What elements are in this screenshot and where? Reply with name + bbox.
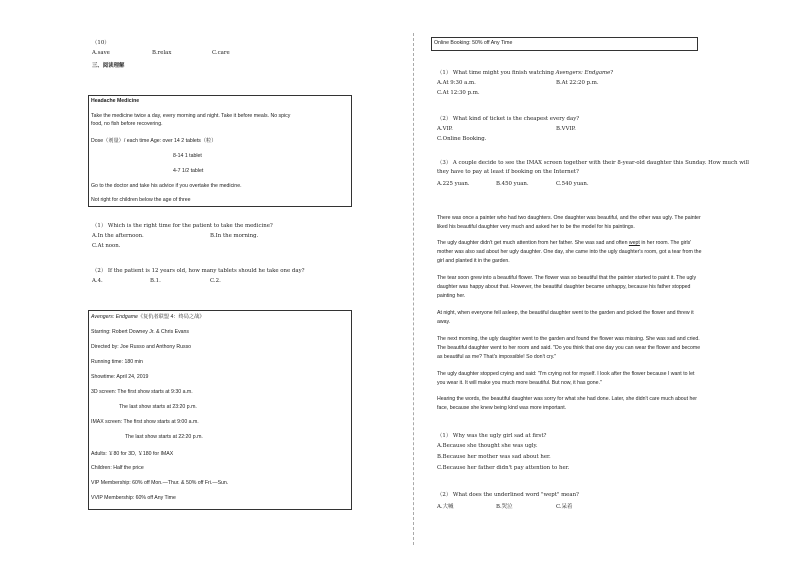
story-p5-line1: The next morning, the ugly daughter went to the garden and found the flower was missing. She was sad and cried. bbox=[437, 336, 700, 342]
story-p2-post: in her room. The girls' bbox=[639, 240, 692, 246]
q10-option-a: A.save bbox=[92, 50, 110, 56]
headache-instructions-line2: food, no fish before recovering. bbox=[91, 121, 163, 127]
headache-instructions-line1: Take the medicine twice a day, every morning and night. Take it before meals. No spicy bbox=[91, 113, 291, 119]
story-p2-pre: The ugly daughter didn't get much attention from her father. She was sad and often bbox=[437, 240, 629, 246]
dose-age-8-14: 8-14 1 tablet bbox=[173, 153, 202, 159]
q2-option-a: A.4. bbox=[92, 278, 103, 284]
vip-membership: VIP Membership: 60% off Mon.—Thur. & 50% off Fri.—Sun. bbox=[91, 480, 229, 486]
right-question-3-line1: （3） A couple decide to see the IMAX screen together with their 8-year-old daughter this Sunday. How much will bbox=[437, 160, 750, 166]
right-q2-option-b: B.VVIP. bbox=[556, 126, 576, 132]
3d-first-show: 3D screen: The first show starts at 9:30 a.m. bbox=[91, 389, 193, 395]
movie-title bbox=[91, 313, 205, 320]
story-p1-line2: liked his beautiful daughter very much and asked her to be the model for his paintings. bbox=[437, 224, 635, 230]
story-p1-line1: There was once a painter who had two daughters. One daughter was beautiful, and the other was ugly. The painter bbox=[437, 215, 701, 221]
movie-showtime: Showtime: April 24, 2019 bbox=[91, 374, 149, 380]
headache-medicine-box bbox=[88, 95, 352, 207]
right-q1-option-a: A.At 9:30 a.m. bbox=[437, 80, 476, 86]
story-question-1: （1） Why was the ugly girl sad at first? bbox=[437, 433, 547, 439]
doctor-advice: Go to the doctor and take his advice if you overtake the medicine. bbox=[91, 183, 242, 189]
section-3-heading: 三、阅读理解 bbox=[92, 63, 125, 69]
story-q1-option-a: A.Because she thought she was ugly. bbox=[437, 443, 538, 449]
story-p2-line2: mother was also sad about her ugly daughter. One day, she came into the ugly daughter's room, got a tear from the bbox=[437, 249, 702, 255]
vvip-membership: VVIP Membership: 60% off Any Time bbox=[91, 495, 176, 501]
online-booking-text: Online Booking: 50% off Any Time bbox=[434, 40, 513, 46]
imax-first-show: IMAX screen: The first show starts at 9:00 a.m. bbox=[91, 419, 199, 425]
dose-age-4-7: 4-7 1/2 tablet bbox=[173, 168, 204, 174]
right-q3-option-c: C.540 yuan. bbox=[556, 181, 589, 187]
right-q1-option-c: C.At 12:30 p.m. bbox=[437, 90, 480, 96]
story-q2-option-b: B.哭泣 bbox=[496, 504, 513, 510]
movie-title-cn: 《复仇者联盟 4：终局之战》 bbox=[137, 314, 205, 320]
adult-prices: Adults: ￥80 for 3D, ￥180 for IMAX bbox=[91, 451, 174, 457]
story-q2-option-a: A.大喊 bbox=[437, 504, 454, 510]
q1-option-c: C.At noon. bbox=[92, 243, 121, 249]
story-p2-line1 bbox=[437, 240, 691, 246]
right-q1-option-b: B.At 22:20 p.m. bbox=[556, 80, 599, 86]
q10-option-c: C.care bbox=[212, 50, 230, 56]
headache-title: Headache Medicine bbox=[91, 98, 140, 104]
right-q2-option-c: C.Online Booking. bbox=[437, 136, 487, 142]
q1-option-a: A.In the afternoon. bbox=[92, 233, 144, 239]
story-p4-line2: away. bbox=[437, 319, 451, 325]
movie-title-en: Avengers: Endgame bbox=[91, 314, 138, 320]
story-p3-line1: The tear soon grew into a beautiful flower. The flower was so beautiful that the painter started to paint it. The ugly bbox=[437, 275, 697, 281]
right-q3-option-b: B.450 yuan. bbox=[496, 181, 529, 187]
dose-header: Dose（剂量）/ each time Age: over 14 2 tablets（粒） bbox=[91, 138, 217, 144]
story-p7-line2: face, because she knew being kind was more important. bbox=[437, 405, 567, 411]
3d-last-show: The last show starts at 23:20 p.m. bbox=[119, 404, 197, 410]
imax-last-show: The last show starts at 22:20 p.m. bbox=[125, 434, 203, 440]
age-warning: Not right for children below the age of three bbox=[91, 197, 191, 203]
story-p4-line1: At night, when everyone fell asleep, the beautiful daughter went to the garden and picked the flower and threw it bbox=[437, 310, 694, 316]
q1-option-b: B.In the morning. bbox=[210, 233, 259, 239]
right-question-3-line2: they have to pay at least if booking on the Internet? bbox=[437, 169, 579, 175]
story-q2-option-c: C.呆着 bbox=[556, 504, 573, 510]
story-p2-line3: girl and planted it in the garden. bbox=[437, 258, 510, 264]
right-q3-option-a: A.225 yuan. bbox=[437, 181, 470, 187]
movie-directed: Directed by: Joe Russo and Anthony Russo bbox=[91, 344, 192, 350]
story-p6-line2: you wear it. It will make you much more beautiful. But now, it has gone." bbox=[437, 380, 602, 386]
right-q2-option-a: A.VIP. bbox=[437, 126, 453, 132]
rq1-suffix: ? bbox=[610, 70, 614, 76]
story-p5-line2: The beautiful daughter went to her room and said. "Do you think that one day you can wear the flower and become bbox=[437, 345, 701, 351]
question-1: （1） Which is the right time for the patient to take the medicine? bbox=[92, 223, 273, 229]
page-divider bbox=[413, 33, 414, 545]
story-question-2: （2） What does the underlined word "wept" mean? bbox=[437, 492, 579, 498]
q2-option-b: B.1. bbox=[150, 278, 161, 284]
story-q1-option-b: B.Because her mother was sad about her. bbox=[437, 454, 551, 460]
underlined-word-wept: wept bbox=[628, 240, 640, 246]
story-p3-line2: daughter was happy about that. However, the beautiful daughter became unhappy, because his father stopped bbox=[437, 284, 691, 290]
rq1-movie-title: Avengers: Endgame bbox=[555, 70, 611, 76]
right-question-2: （2） What kind of ticket is the cheapest every day? bbox=[437, 116, 580, 122]
rq1-prefix: （1） What time might you finish watching bbox=[437, 70, 556, 76]
question-2: （2） If the patient is 12 years old, how many tablets should he take one day? bbox=[92, 268, 305, 274]
story-p5-line3: as beautiful as me? That's impossible! So don't cry." bbox=[437, 354, 557, 360]
story-p7-line1: Hearing the words, the beautiful daughter was sorry for what she had done. Later, she didn't care much about her bbox=[437, 396, 697, 402]
children-price: Children: Half the price bbox=[91, 465, 144, 471]
right-question-1 bbox=[437, 68, 613, 76]
q2-option-c: C.2. bbox=[210, 278, 221, 284]
q10-option-b: B.relax bbox=[152, 50, 172, 56]
movie-starring: Starring: Robert Downey Jr. & Chris Evans bbox=[91, 329, 190, 335]
story-p6-line1: The ugly daughter stopped crying and said: "I'm crying not for myself. I look after the flower because I want to let bbox=[437, 371, 695, 377]
movie-running-time: Running time: 180 min bbox=[91, 359, 143, 365]
question-10-number: （10） bbox=[92, 40, 110, 46]
story-p3-line3: painting her. bbox=[437, 293, 466, 299]
story-q1-option-c: C.Because her father didn't pay attention to her. bbox=[437, 465, 570, 471]
